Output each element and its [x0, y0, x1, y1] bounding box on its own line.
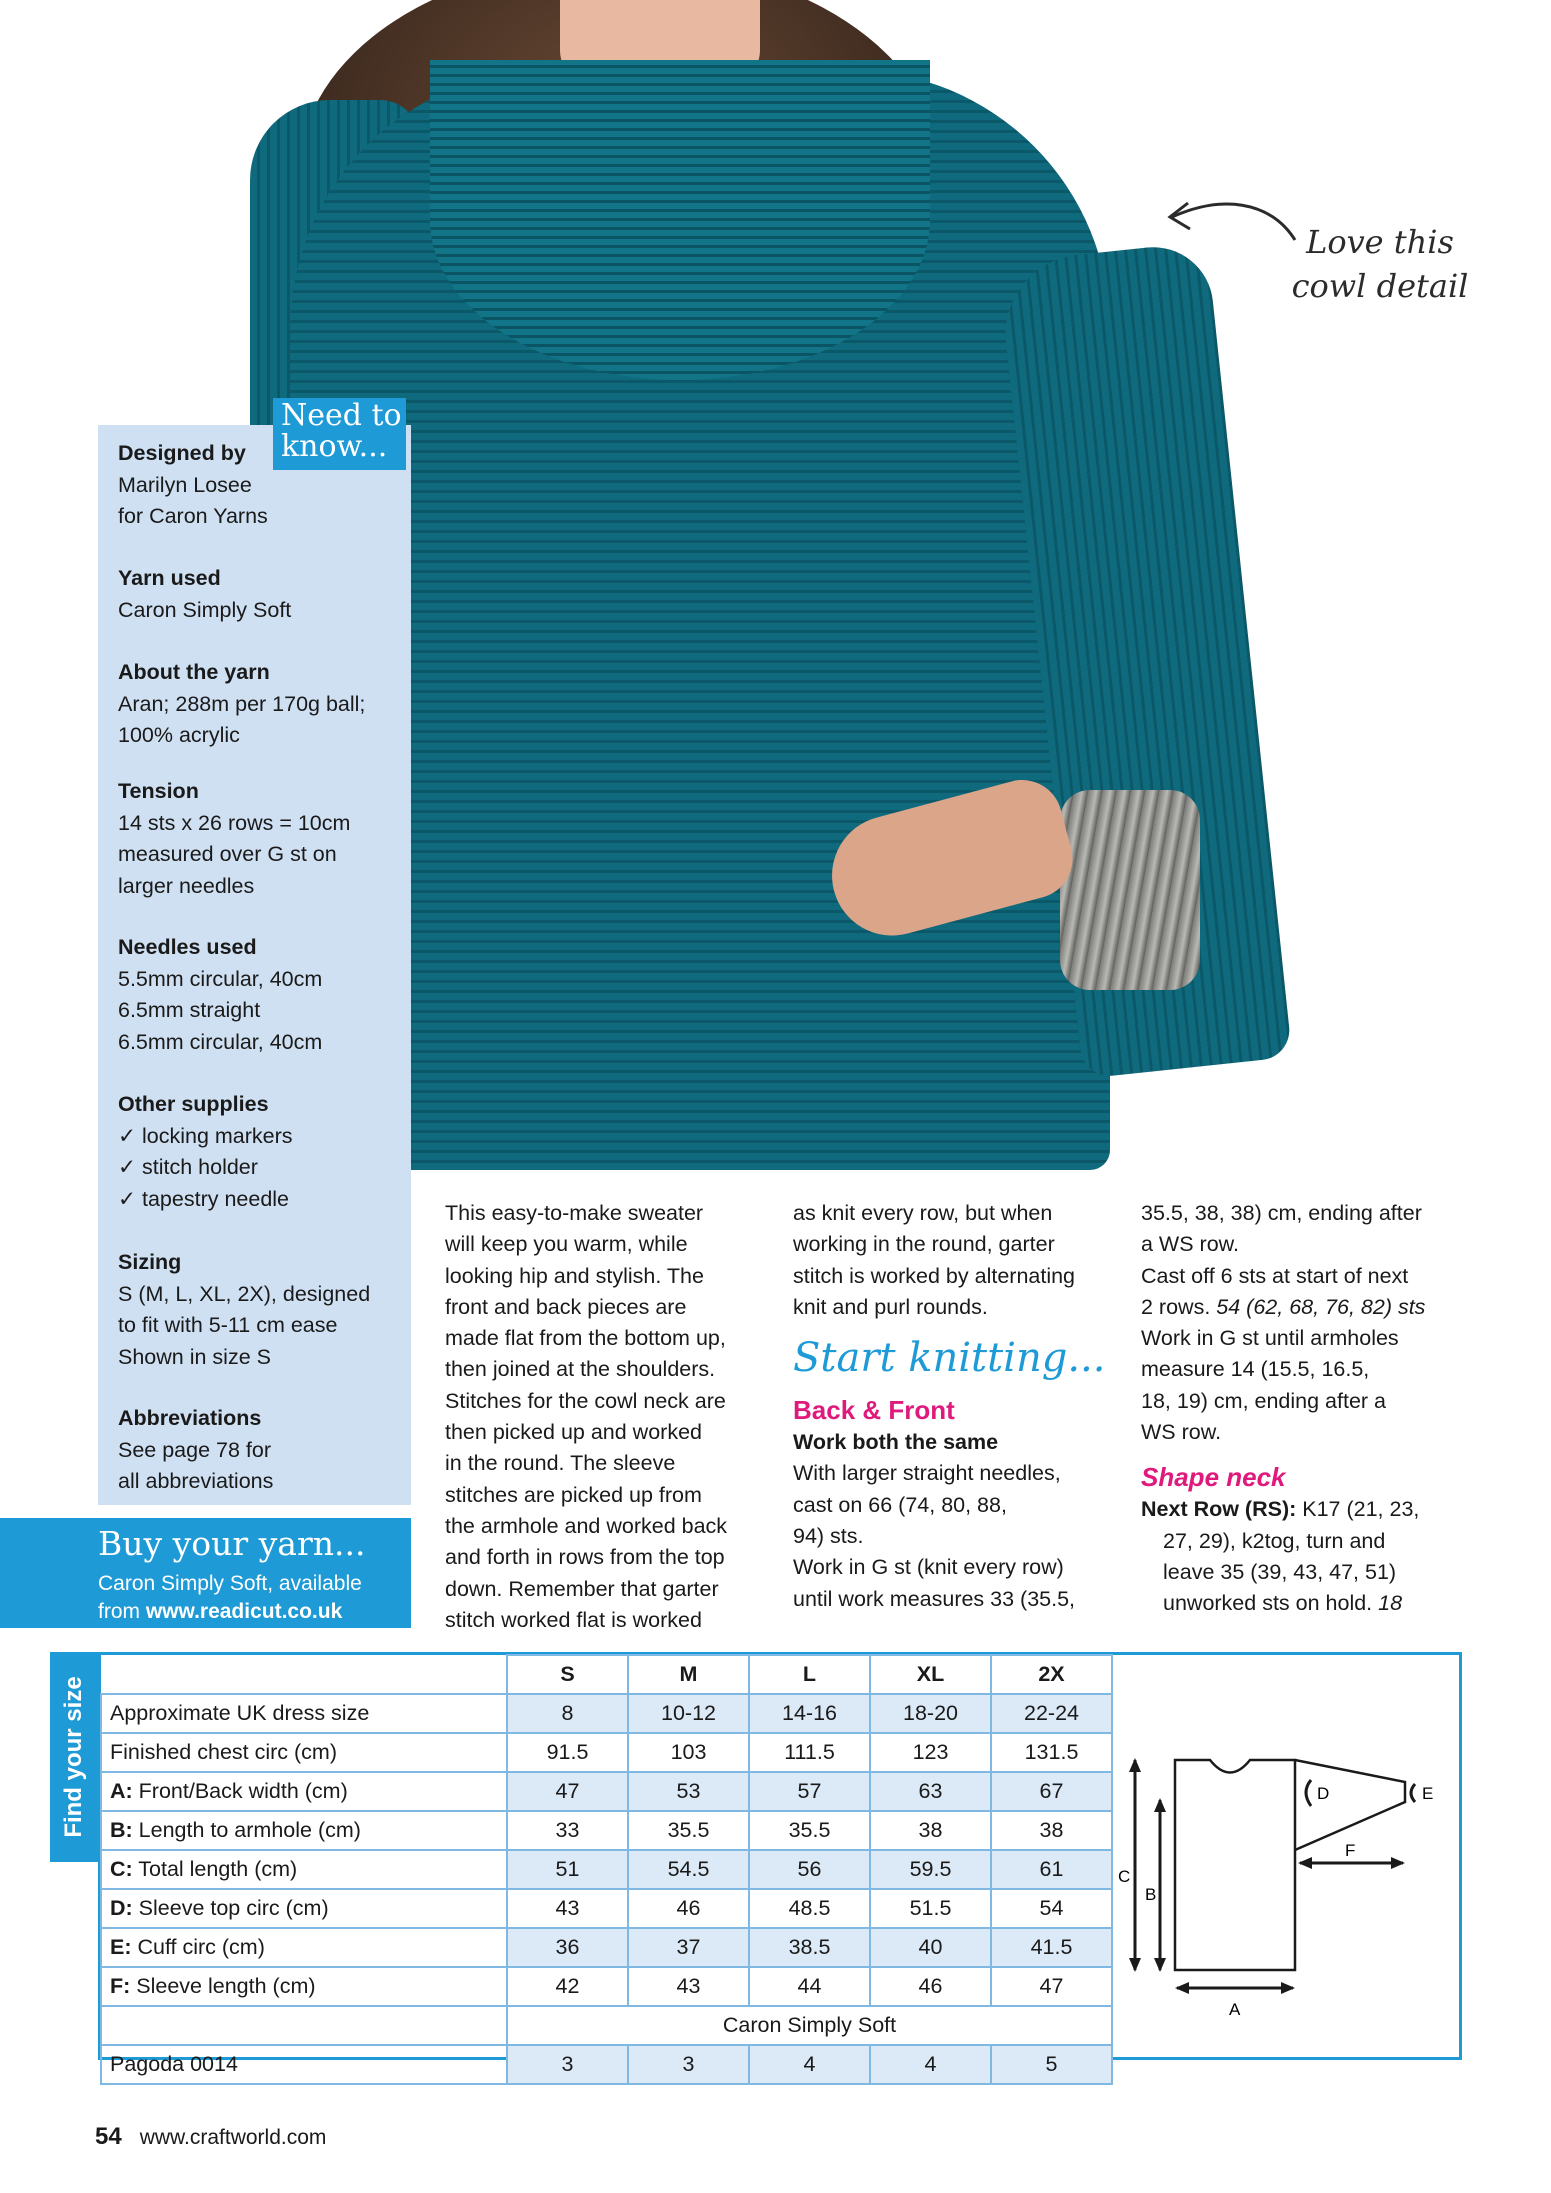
check-icon: ✓	[118, 1155, 137, 1179]
supply-item	[118, 1152, 403, 1184]
row-key: D:	[110, 1896, 133, 1920]
label-a: A	[1229, 2000, 1241, 2019]
table-cell: 59.5	[870, 1850, 991, 1889]
text-line: This easy-to-make sweater	[445, 1201, 704, 1225]
row-label	[101, 1889, 507, 1928]
text-line: Cast off 6 sts at start of next	[1141, 1263, 1409, 1288]
yarn-used	[118, 563, 403, 626]
buy-line	[98, 1598, 362, 1626]
text-line: then joined at the shoulders.	[445, 1357, 716, 1382]
row-key: E:	[110, 1935, 132, 1959]
row-label-text: Approximate UK dress size	[110, 1701, 370, 1725]
section-label: Sizing	[118, 1250, 182, 1274]
needles-used	[118, 932, 403, 1058]
row-label	[101, 1967, 507, 2006]
text-line: 35.5, 38, 38) cm, ending after	[1141, 1201, 1422, 1225]
buy-title: Buy your yarn...	[98, 1524, 366, 1563]
text-line: a WS row.	[1141, 1232, 1239, 1257]
table-cell: 38.5	[749, 1928, 870, 1967]
label-e: E	[1422, 1784, 1434, 1803]
text-line: down. Remember that garter	[445, 1576, 719, 1601]
text-line: knit and purl rounds.	[793, 1294, 988, 1319]
table-cell: 35.5	[749, 1811, 870, 1850]
page-footer	[95, 2123, 326, 2151]
brand-row-blank	[101, 2006, 507, 2045]
table-cell: 18-20	[870, 1694, 991, 1733]
article-column-2	[793, 1198, 1123, 1615]
text-span: K17 (21, 23,	[1296, 1497, 1420, 1522]
table-cell: 54	[991, 1889, 1112, 1928]
table-cell: 35.5	[628, 1811, 749, 1850]
text-line: With larger straight needles,	[793, 1461, 1061, 1486]
table-cell: 5	[991, 2045, 1112, 2084]
row-key: C:	[110, 1857, 133, 1881]
table-row	[101, 1694, 1112, 1733]
other-supplies	[118, 1089, 403, 1215]
table-cell: 36	[507, 1928, 628, 1967]
table-row	[101, 1811, 1112, 1850]
supply-item	[118, 1121, 403, 1153]
table-cell: 43	[507, 1889, 628, 1928]
section-text: 6.5mm circular, 40cm	[118, 1029, 323, 1054]
row-label	[101, 1733, 507, 1772]
sweater-cowl	[430, 60, 930, 380]
row-label	[101, 1850, 507, 1889]
section-text: all abbreviations	[118, 1469, 274, 1493]
table-cell: 123	[870, 1733, 991, 1772]
size-header: M	[628, 1655, 749, 1694]
row-label	[101, 1694, 507, 1733]
text-line: the armhole and worked back	[445, 1513, 728, 1538]
section-label: Abbreviations	[118, 1406, 262, 1430]
table-row	[101, 1733, 1112, 1772]
section-text: to fit with 5-11 cm ease	[118, 1313, 338, 1337]
table-header-row	[101, 1655, 1112, 1694]
section-label: Tension	[118, 779, 199, 803]
sizing	[118, 1247, 403, 1373]
table-cell: 103	[628, 1733, 749, 1772]
table-cell: 10-12	[628, 1694, 749, 1733]
table-cell: 4	[749, 2045, 870, 2084]
header-blank	[101, 1655, 507, 1694]
text-line: looking hip and stylish. The	[445, 1263, 704, 1288]
section-text: for Caron Yarns	[118, 504, 268, 528]
about-the-yarn	[118, 657, 403, 752]
yarn-brand-row	[101, 2006, 1112, 2045]
text-line: working in the round, garter	[793, 1232, 1055, 1257]
check-icon: ✓	[118, 1186, 137, 1211]
sub-heading: Work both the same	[793, 1430, 999, 1455]
text-line: Work in G st until armholes	[1141, 1326, 1399, 1351]
table-row	[101, 1928, 1112, 1967]
circ-arrow-e-icon	[1411, 1784, 1415, 1802]
section-text: 6.5mm straight	[118, 998, 261, 1022]
article-column-3	[1141, 1198, 1481, 1620]
section-text: See page 78 for	[118, 1437, 272, 1462]
table-cell: 47	[507, 1772, 628, 1811]
table-cell: 46	[628, 1889, 749, 1928]
text-line	[1141, 1494, 1481, 1525]
text-line	[1141, 1588, 1481, 1619]
text-line: Work in G st (knit every row)	[793, 1555, 1064, 1580]
section-label: Yarn used	[118, 566, 221, 590]
text-line: then picked up and worked	[445, 1420, 702, 1445]
table-cell: 56	[749, 1850, 870, 1889]
annotation-line: cowl detail	[1291, 267, 1469, 305]
text-line: WS row.	[1141, 1420, 1222, 1445]
text-line: stitch is worked by alternating	[793, 1263, 1076, 1288]
table-row	[101, 1772, 1112, 1811]
table-cell: 48.5	[749, 1889, 870, 1928]
table-cell: 40	[870, 1928, 991, 1967]
check-icon: ✓	[118, 1123, 137, 1148]
table-cell: 33	[507, 1811, 628, 1850]
side-label: Find your size	[60, 1676, 87, 1838]
text-line: stitch worked flat is worked	[445, 1607, 702, 1632]
text-line: made flat from the bottom up,	[445, 1326, 726, 1351]
table-cell: 53	[628, 1772, 749, 1811]
table-cell: 63	[870, 1772, 991, 1811]
section-text: 14 sts x 26 rows = 10cm	[118, 810, 351, 835]
size-header: 2X	[991, 1655, 1112, 1694]
sweater-schematic	[1115, 1740, 1455, 2019]
photo-annotation	[1270, 220, 1490, 308]
table-cell: 22-24	[991, 1694, 1112, 1733]
text-line: stitches are picked up from	[445, 1482, 702, 1507]
annotation-line: Love this	[1306, 223, 1454, 261]
section-text: Shown in size S	[118, 1344, 271, 1369]
label-c: C	[1118, 1867, 1131, 1886]
table-cell: 57	[749, 1772, 870, 1811]
article-column-1	[445, 1198, 775, 1636]
text-line: measure 14 (15.5, 16.5,	[1141, 1357, 1370, 1382]
tab-line: know...	[281, 429, 388, 464]
bangles	[1060, 790, 1200, 990]
abbreviations	[118, 1403, 403, 1498]
size-table	[100, 1654, 1113, 2085]
text-line: leave 35 (39, 43, 47, 51)	[1163, 1559, 1397, 1584]
table-cell: 51	[507, 1850, 628, 1889]
text-line: Stitches for the cowl neck are	[445, 1388, 726, 1413]
table-cell: 37	[628, 1928, 749, 1967]
text-line: as knit every row, but when	[793, 1201, 1053, 1225]
table-cell: 67	[991, 1772, 1112, 1811]
section-text: larger needles	[118, 873, 255, 898]
section-text: Aran; 288m per 170g ball;	[118, 691, 366, 716]
row-label-text: Sleeve top circ (cm)	[132, 1896, 329, 1920]
section-text: measured over G st on	[118, 842, 337, 866]
supply-text: locking markers	[142, 1123, 293, 1148]
row-label-text: Length to armhole (cm)	[132, 1818, 361, 1842]
row-label-text: Finished chest circ (cm)	[110, 1740, 337, 1764]
section-label: Needles used	[118, 935, 257, 959]
table-cell: 43	[628, 1967, 749, 2006]
text-span: 2 rows.	[1141, 1294, 1217, 1319]
designed-by	[118, 438, 403, 533]
label-f: F	[1345, 1841, 1356, 1860]
row-key: F:	[110, 1974, 131, 1998]
buy-your-yarn-box	[0, 1518, 411, 1628]
section-label: About the yarn	[118, 660, 270, 684]
table-cell: 41.5	[991, 1928, 1112, 1967]
buy-text	[98, 1570, 362, 1626]
table-cell: 46	[870, 1967, 991, 2006]
section-label: Designed by	[118, 441, 246, 465]
row-key: A:	[110, 1779, 133, 1803]
section-text: Marilyn Losee	[118, 472, 252, 497]
buy-prefix: from	[98, 1600, 146, 1623]
table-cell: 4	[870, 2045, 991, 2084]
buy-line: Caron Simply Soft, available	[98, 1572, 362, 1595]
text-span: unworked sts on hold.	[1163, 1591, 1379, 1616]
row-label-text: Total length (cm)	[132, 1857, 298, 1881]
tab-line: Need to	[281, 398, 402, 433]
stitch-count: 54 (62, 68, 76, 82) sts	[1216, 1294, 1426, 1319]
table-row	[101, 1889, 1112, 1928]
row-label: Next Row (RS):	[1141, 1497, 1297, 1522]
text-line: 94) sts.	[793, 1524, 864, 1549]
section-label: Other supplies	[118, 1092, 269, 1116]
table-cell: 38	[870, 1811, 991, 1850]
stitch-count: 18	[1378, 1591, 1403, 1616]
yarn-quantity-row	[101, 2045, 1112, 2084]
row-label	[101, 1772, 507, 1811]
row-label	[101, 1811, 507, 1850]
table-cell: 51.5	[870, 1889, 991, 1928]
section-text: Caron Simply Soft	[118, 597, 292, 622]
table-cell: 3	[628, 2045, 749, 2084]
retailer-link[interactable]: www.readicut.co.uk	[145, 1600, 343, 1623]
tension	[118, 776, 403, 902]
table-row	[101, 1850, 1112, 1889]
size-header: S	[507, 1655, 628, 1694]
text-line: and forth in rows from the top	[445, 1545, 725, 1570]
row-label-text: Sleeve length (cm)	[130, 1974, 316, 1998]
supply-item	[118, 1184, 403, 1216]
section-text: S (M, L, XL, 2X), designed	[118, 1281, 371, 1306]
table-cell: 61	[991, 1850, 1112, 1889]
circ-arrow-d-icon	[1306, 1780, 1311, 1806]
back-front-heading: Back & Front	[793, 1395, 955, 1426]
label-b: B	[1145, 1885, 1157, 1904]
row-label-text: Cuff circ (cm)	[131, 1935, 265, 1959]
text-line: 27, 29), k2tog, turn and	[1163, 1528, 1386, 1553]
table-cell: 111.5	[749, 1733, 870, 1772]
supply-text: tapestry needle	[142, 1186, 290, 1211]
table-cell: 44	[749, 1967, 870, 2006]
table-cell: 42	[507, 1967, 628, 2006]
table-cell: 3	[507, 2045, 628, 2084]
text-line	[1141, 1292, 1481, 1323]
section-text: 5.5mm circular, 40cm	[118, 966, 323, 991]
text-line: will keep you warm, while	[445, 1232, 688, 1257]
shape-neck-heading: Shape neck	[1141, 1462, 1286, 1493]
supply-text: stitch holder	[142, 1155, 258, 1179]
row-key: B:	[110, 1818, 133, 1842]
table-cell: 91.5	[507, 1733, 628, 1772]
schematic-body	[1175, 1760, 1295, 1970]
table-cell: 14-16	[749, 1694, 870, 1733]
table-cell: 38	[991, 1811, 1112, 1850]
start-knitting-heading: Start knitting...	[793, 1335, 1106, 1382]
find-your-size-tab	[50, 1652, 98, 1862]
size-header: L	[749, 1655, 870, 1694]
text-line: 18, 19) cm, ending after a	[1141, 1388, 1387, 1413]
label-d: D	[1317, 1784, 1330, 1803]
yarn-brand: Caron Simply Soft	[507, 2006, 1112, 2045]
text-line: front and back pieces are	[445, 1294, 687, 1319]
table-row	[101, 1967, 1112, 2006]
size-header: XL	[870, 1655, 991, 1694]
text-line: until work measures 33 (35.5,	[793, 1586, 1076, 1611]
table-cell: 47	[991, 1967, 1112, 2006]
section-text: 100% acrylic	[118, 723, 240, 747]
row-label-text: Front/Back width (cm)	[132, 1779, 348, 1803]
footer-url[interactable]: www.craftworld.com	[139, 2126, 327, 2149]
table-cell: 54.5	[628, 1850, 749, 1889]
page-number: 54	[95, 2123, 122, 2150]
table-cell: 8	[507, 1694, 628, 1733]
row-label	[101, 1928, 507, 1967]
text-line: in the round. The sleeve	[445, 1451, 676, 1476]
yarn-colour-label: Pagoda 0014	[101, 2045, 507, 2084]
text-line: cast on 66 (74, 80, 88,	[793, 1492, 1007, 1517]
table-cell: 131.5	[991, 1733, 1112, 1772]
